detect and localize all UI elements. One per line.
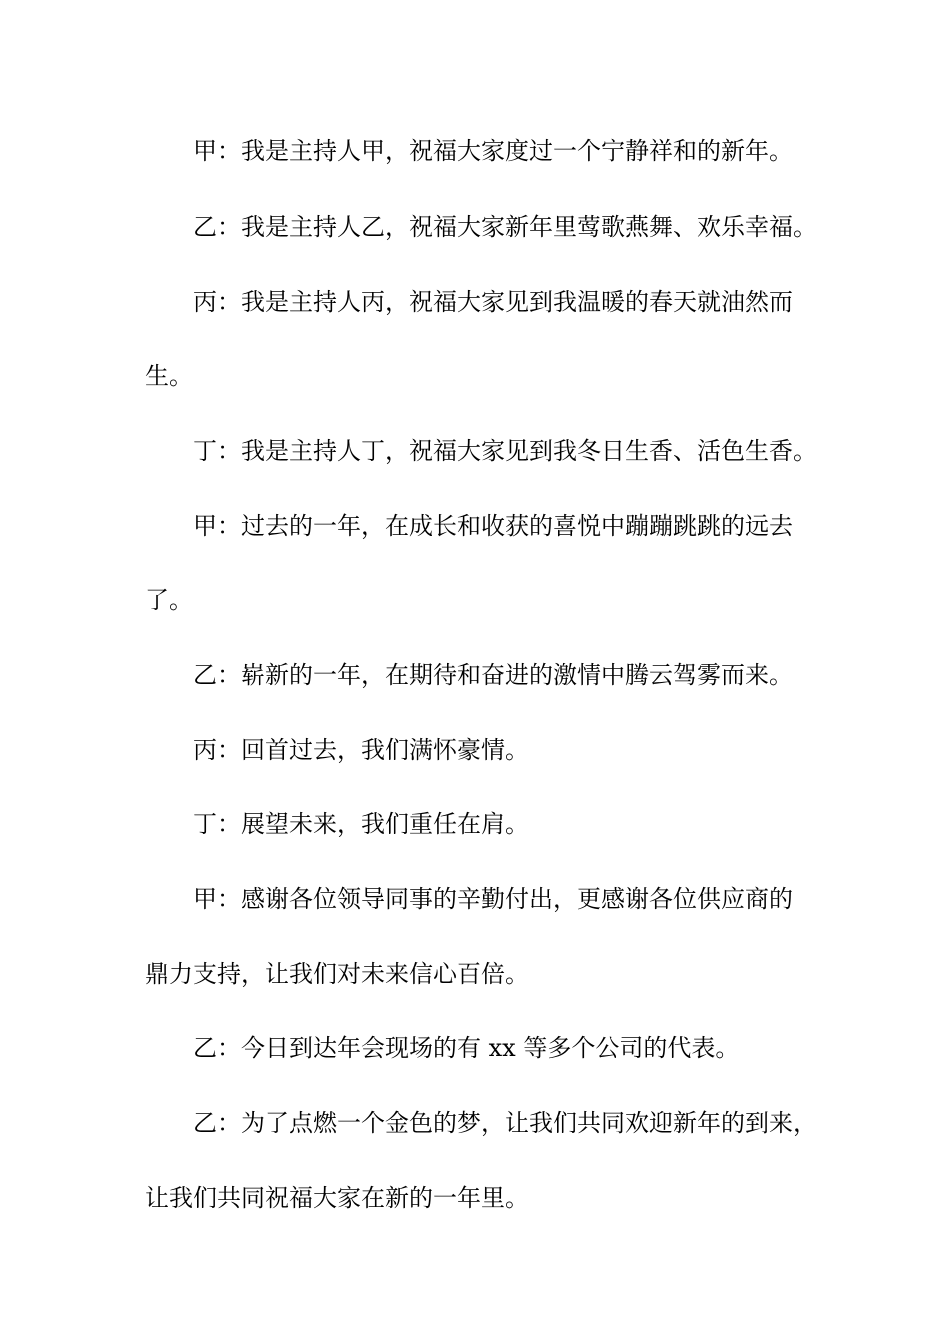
paragraph-line: 甲：过去的一年，在成长和收获的喜悦中蹦蹦跳跳的远去 xyxy=(193,512,793,540)
paragraph-line: 甲：我是主持人甲，祝福大家度过一个宁静祥和的新年。 xyxy=(193,137,793,165)
paragraph-line: 让我们共同祝福大家在新的一年里。 xyxy=(145,1184,529,1212)
paragraph-line: 甲：感谢各位领导同事的辛勤付出，更感谢各位供应商的 xyxy=(193,885,793,913)
paragraph-line: 生。 xyxy=(145,362,193,390)
paragraph-line: 丙：我是主持人丙，祝福大家见到我温暖的春天就油然而 xyxy=(193,288,793,316)
paragraph-line: 丁：我是主持人丁，祝福大家见到我冬日生香、活色生香。 xyxy=(193,437,817,465)
paragraph-line: 乙：崭新的一年，在期待和奋进的激情中腾云驾雾而来。 xyxy=(193,661,793,689)
paragraph-line: 丁：展望未来，我们重任在肩。 xyxy=(193,810,529,838)
paragraph-line: 乙：为了点燃一个金色的梦，让我们共同欢迎新年的到来， xyxy=(193,1109,817,1137)
paragraph-line: 丙：回首过去，我们满怀豪情。 xyxy=(193,736,529,764)
paragraph-line: 乙：今日到达年会现场的有 xx 等多个公司的代表。 xyxy=(193,1034,740,1062)
paragraph-line: 乙：我是主持人乙，祝福大家新年里莺歌燕舞、欢乐幸福。 xyxy=(193,213,817,241)
paragraph-line: 了。 xyxy=(145,586,193,614)
paragraph-line: 鼎力支持，让我们对未来信心百倍。 xyxy=(145,960,529,988)
